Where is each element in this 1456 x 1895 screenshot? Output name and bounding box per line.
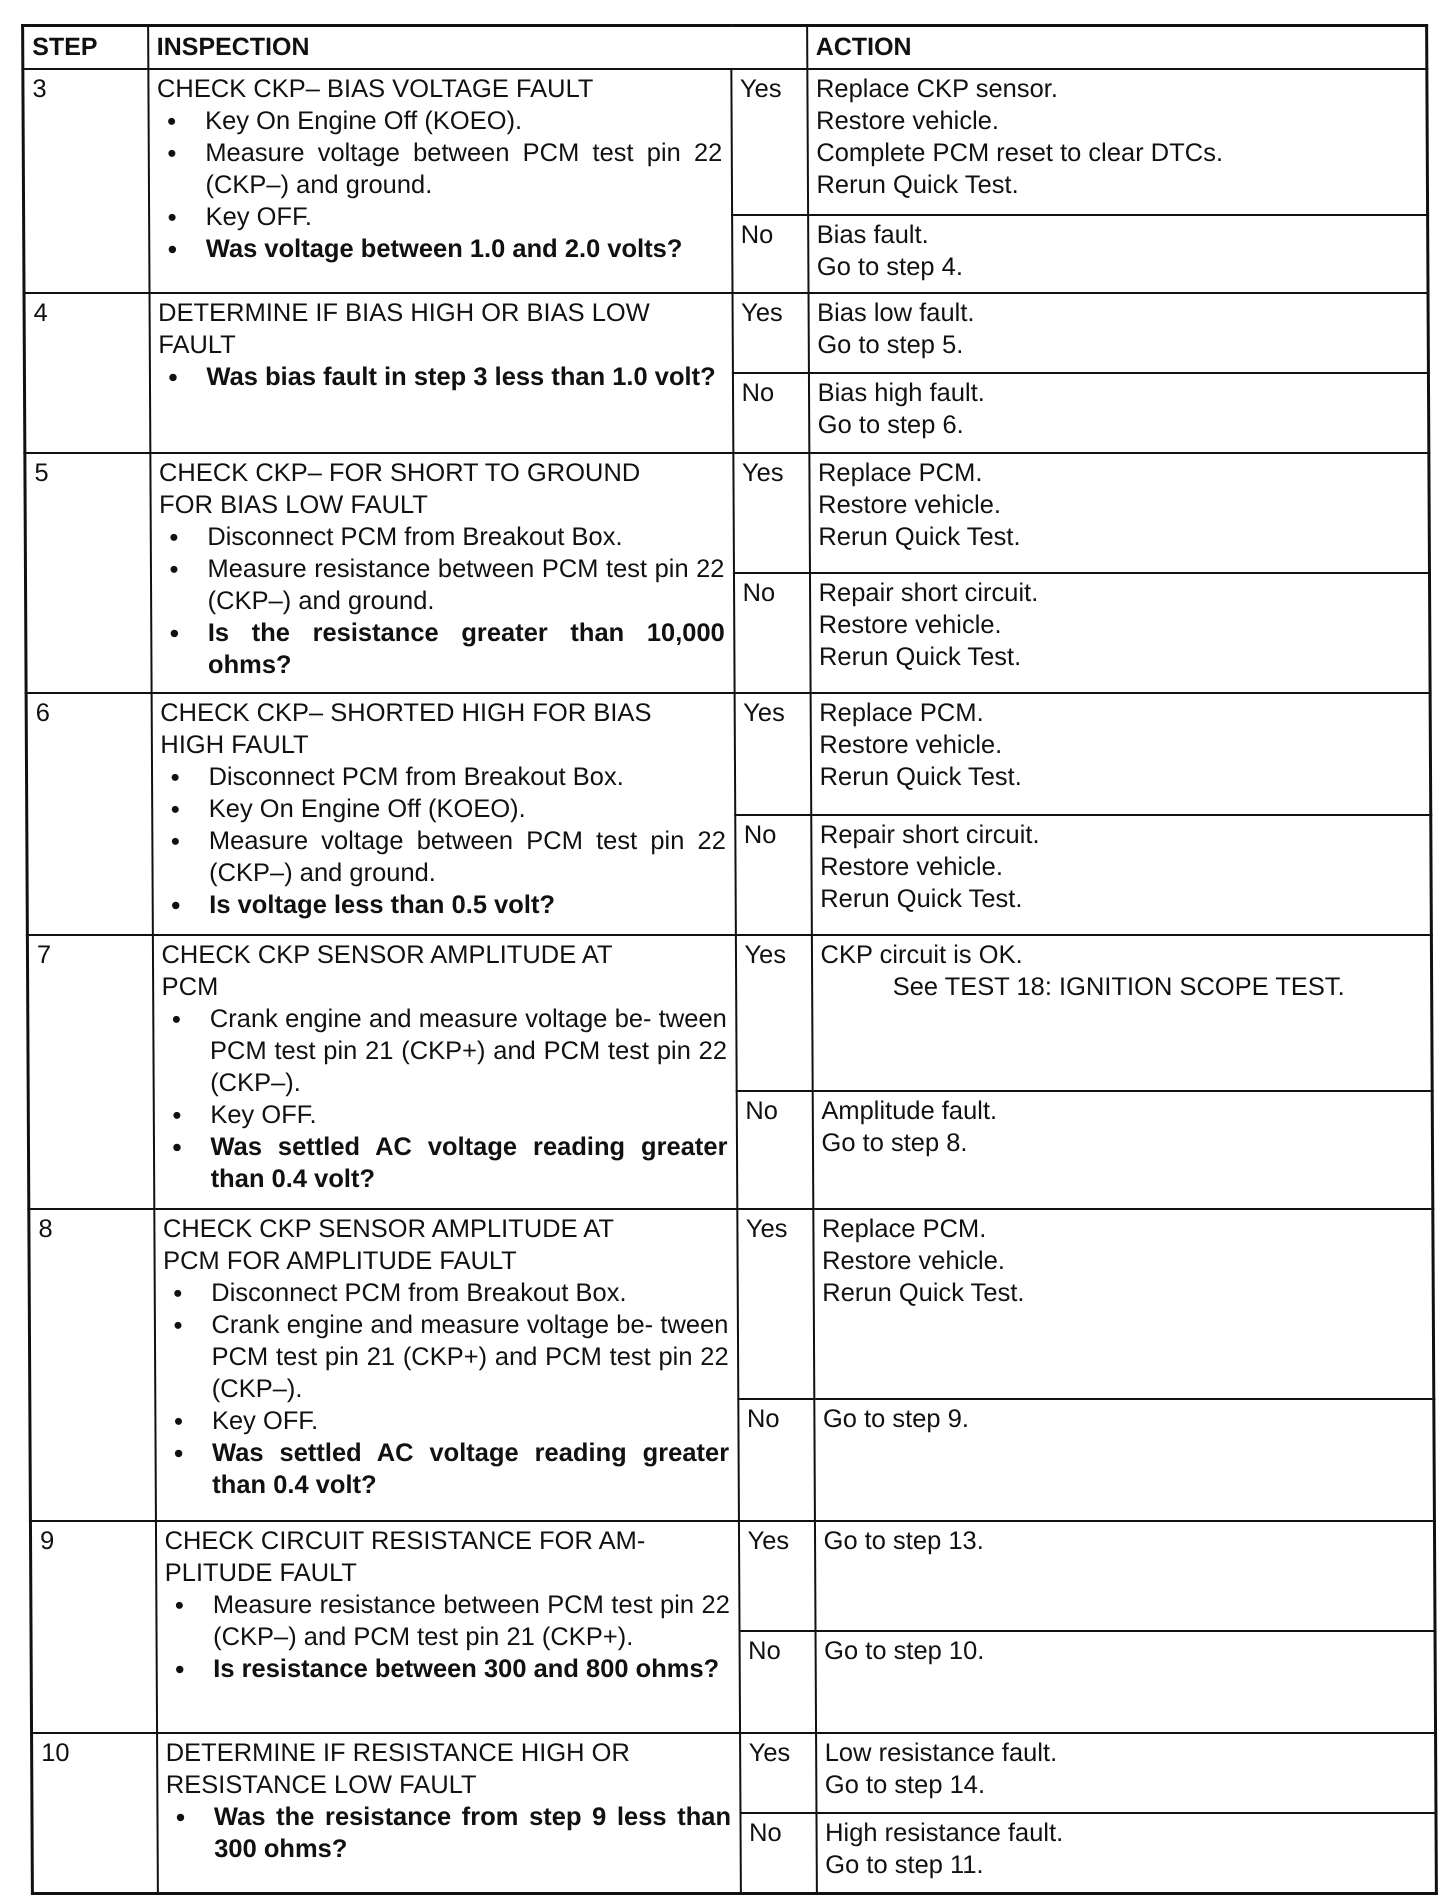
inspection-cell: [157, 1733, 741, 1893]
inspection-title: FAULT: [158, 331, 236, 359]
action-line: Restore vehicle.: [818, 611, 1002, 639]
action-line: High resistance fault.: [825, 1819, 1064, 1847]
answer-no: No: [732, 373, 808, 453]
action-line: Rerun Quick Test.: [818, 643, 1022, 671]
action-line: CKP circuit is OK.: [820, 941, 1023, 969]
inspection-question: • Is resistance between 300 and 800 ohms?: [165, 1653, 730, 1685]
inspection-title: CHECK CKP– FOR SHORT TO GROUND: [158, 459, 641, 487]
inspection-title: CHECK CKP SENSOR AMPLITUDE AT: [162, 1215, 615, 1243]
inspection-title: CHECK CIRCUIT RESISTANCE FOR AM-: [164, 1527, 646, 1555]
header-inspection: INSPECTION: [148, 26, 807, 70]
action-no: [811, 815, 1432, 935]
inspection-bullet: • Disconnect PCM from Breakout Box.: [159, 521, 724, 553]
header-step: STEP: [23, 26, 148, 70]
inspection-question: • Was settled AC voltage reading greater than 0.4 volt?: [162, 1131, 727, 1195]
inspection-cell: [148, 69, 732, 293]
inspection-cell: [155, 1521, 739, 1733]
action-no: [812, 1091, 1433, 1209]
diagnostic-procedure-sheet: [21, 24, 1435, 1895]
action-line: Go to step 9.: [822, 1405, 970, 1433]
step-number: 4: [24, 293, 150, 453]
action-line: Go to step 8.: [821, 1129, 968, 1157]
inspection-cell: [149, 293, 733, 453]
step-row-yes: [27, 935, 1432, 1091]
action-yes: [813, 1209, 1434, 1399]
inspection-question: • Was voltage between 1.0 and 2.0 volts?: [158, 233, 723, 265]
action-line: Complete PCM reset to clear DTCs.: [816, 139, 1224, 167]
action-no: [814, 1399, 1435, 1521]
action-line: Restore vehicle.: [818, 491, 1002, 519]
answer-no: No: [738, 1399, 815, 1521]
action-line: Bias fault.: [816, 221, 929, 249]
answer-no: No: [732, 215, 808, 293]
inspection-bullet: • Crank engine and measure voltage be- tween PCM test pin 21 (CKP+) and PCM test pin 22 (CKP–).: [162, 1003, 728, 1099]
action-no: [808, 373, 1428, 453]
action-line: Rerun Quick Test.: [818, 523, 1021, 551]
answer-yes: Yes: [732, 293, 808, 373]
inspection-bullets: [158, 361, 723, 393]
inspection-title: DETERMINE IF BIAS HIGH OR BIAS LOW: [158, 299, 650, 327]
step-number: 8: [29, 1209, 156, 1521]
answer-yes: Yes: [738, 1521, 815, 1631]
inspection-bullet: • Disconnect PCM from Breakout Box.: [160, 761, 725, 793]
inspection-title: CHECK CKP SENSOR AMPLITUDE AT: [161, 941, 613, 969]
inspection-bullet: • Measure resistance between PCM test pin 22 (CKP–) and ground.: [159, 553, 724, 617]
answer-yes: Yes: [735, 935, 812, 1091]
inspection-question: • Is voltage less than 0.5 volt?: [161, 889, 726, 921]
inspection-cell: [152, 935, 736, 1209]
action-line: Go to step 11.: [825, 1851, 984, 1879]
action-line: Restore vehicle.: [819, 731, 1003, 759]
action-line: See TEST 18: IGNITION SCOPE TEST.: [892, 973, 1345, 1001]
answer-no: No: [736, 1091, 813, 1209]
inspection-bullet: • Key On Engine Off (KOEO).: [157, 105, 722, 137]
action-no: [815, 1631, 1436, 1733]
action-line: Bias high fault.: [817, 379, 985, 407]
inspection-bullets: [163, 1277, 729, 1501]
action-yes: [807, 69, 1428, 215]
inspection-title: RESISTANCE LOW FAULT: [165, 1771, 477, 1799]
step-number: 5: [25, 453, 151, 693]
action-yes: [814, 1521, 1435, 1631]
action-no: [808, 215, 1428, 293]
inspection-title: FOR BIAS LOW FAULT: [159, 491, 428, 519]
action-yes: [809, 453, 1430, 573]
action-line: Restore vehicle.: [816, 107, 1000, 135]
action-line: Rerun Quick Test.: [822, 1279, 1025, 1307]
step-row-yes: [29, 1209, 1434, 1399]
action-line: Amplitude fault.: [821, 1097, 998, 1125]
inspection-cell: [154, 1209, 739, 1521]
step-row-yes: [26, 693, 1431, 815]
step-row-yes: [25, 453, 1430, 573]
answer-yes: Yes: [734, 693, 811, 815]
inspection-bullet: • Disconnect PCM from Breakout Box.: [163, 1277, 728, 1309]
header-action: ACTION: [807, 26, 1427, 70]
step-row-yes: [32, 1733, 1436, 1813]
inspection-bullet: • Key OFF.: [164, 1405, 729, 1437]
action-line: Go to step 5.: [817, 331, 964, 359]
inspection-question: • Was the resistance from step 9 less than 300 ohms?: [166, 1801, 731, 1865]
inspection-bullet: • Key OFF.: [162, 1099, 727, 1131]
inspection-bullet: • Measure resistance between PCM test pin 22 (CKP–) and PCM test pin 21 (CKP+).: [165, 1589, 730, 1653]
action-line: Replace CKP sensor.: [815, 75, 1058, 103]
inspection-bullet: • Crank engine and measure voltage be- tween PCM test pin 21 (CKP+) and PCM test pin 22 (CKP–).: [163, 1309, 729, 1405]
inspection-title: CHECK CKP– BIAS VOLTAGE FAULT: [156, 75, 594, 103]
step-row-yes: [24, 293, 1428, 373]
step-number: 3: [23, 69, 149, 293]
answer-yes: Yes: [733, 453, 810, 573]
answer-yes: Yes: [737, 1209, 814, 1399]
action-line: Repair short circuit.: [818, 579, 1039, 607]
answer-no: No: [735, 815, 812, 935]
action-line: Restore vehicle.: [822, 1247, 1006, 1275]
inspection-title: DETERMINE IF RESISTANCE HIGH OR: [165, 1739, 630, 1767]
action-line: Rerun Quick Test.: [819, 763, 1022, 791]
inspection-title: PCM: [161, 973, 219, 1001]
action-line: Replace PCM.: [817, 459, 983, 487]
action-no: [816, 1813, 1436, 1893]
action-line: Go to step 14.: [824, 1771, 986, 1799]
header-row: [23, 26, 1427, 70]
action-line: Replace PCM.: [821, 1215, 987, 1243]
inspection-question: • Was bias fault in step 3 less than 1.0 volt?: [158, 361, 723, 393]
inspection-title: PLITUDE FAULT: [164, 1559, 358, 1587]
inspection-title: HIGH FAULT: [160, 731, 309, 759]
inspection-cell: [151, 693, 735, 935]
step-row-yes: [23, 69, 1428, 215]
action-line: Go to step 13.: [823, 1527, 984, 1555]
action-line: Low resistance fault.: [824, 1739, 1058, 1767]
action-line: Replace PCM.: [819, 699, 984, 727]
inspection-bullet: • Key OFF.: [158, 201, 723, 233]
inspection-bullets: [165, 1589, 731, 1685]
inspection-question: • Was settled AC voltage reading greater than 0.4 volt?: [164, 1437, 729, 1501]
answer-yes: Yes: [731, 69, 808, 215]
inspection-bullets: [160, 761, 726, 921]
action-line: Restore vehicle.: [819, 853, 1003, 881]
inspection-bullets: [166, 1801, 731, 1865]
action-line: Rerun Quick Test.: [816, 171, 1019, 199]
action-line: Rerun Quick Test.: [820, 885, 1023, 913]
action-no: [809, 573, 1430, 693]
step-number: 10: [32, 1733, 158, 1893]
inspection-bullet: • Measure voltage between PCM test pin 22 (CKP–) and ground.: [157, 137, 722, 201]
inspection-bullets: [157, 105, 723, 265]
answer-no: No: [740, 1813, 816, 1893]
action-yes: [811, 935, 1432, 1091]
action-line: Bias low fault.: [817, 299, 975, 327]
inspection-question: • Is the resistance greater than 10,000 ohms?: [160, 617, 725, 681]
inspection-title: PCM FOR AMPLITUDE FAULT: [163, 1247, 517, 1275]
inspection-bullets: [159, 521, 725, 681]
step-number: 7: [27, 935, 153, 1209]
step-number: 9: [30, 1521, 156, 1733]
action-yes: [808, 293, 1428, 373]
action-line: Go to step 6.: [817, 411, 964, 439]
step-row-yes: [30, 1521, 1435, 1631]
inspection-cell: [150, 453, 734, 693]
inspection-bullet: • Key On Engine Off (KOEO).: [161, 793, 726, 825]
step-number: 6: [26, 693, 152, 935]
step-rows: [23, 69, 1437, 1893]
answer-no: No: [733, 573, 810, 693]
inspection-title: CHECK CKP– SHORTED HIGH FOR BIAS: [160, 699, 652, 727]
action-yes: [816, 1733, 1436, 1813]
action-line: Go to step 10.: [824, 1637, 985, 1665]
action-line: Repair short circuit.: [819, 821, 1040, 849]
action-yes: [810, 693, 1431, 815]
answer-yes: Yes: [740, 1733, 816, 1813]
diagnostic-table: [21, 24, 1438, 1895]
inspection-bullets: [162, 1003, 728, 1195]
inspection-bullet: • Measure voltage between PCM test pin 22 (CKP–) and ground.: [161, 825, 726, 889]
action-line: Go to step 4.: [816, 253, 963, 281]
answer-no: No: [739, 1631, 816, 1733]
